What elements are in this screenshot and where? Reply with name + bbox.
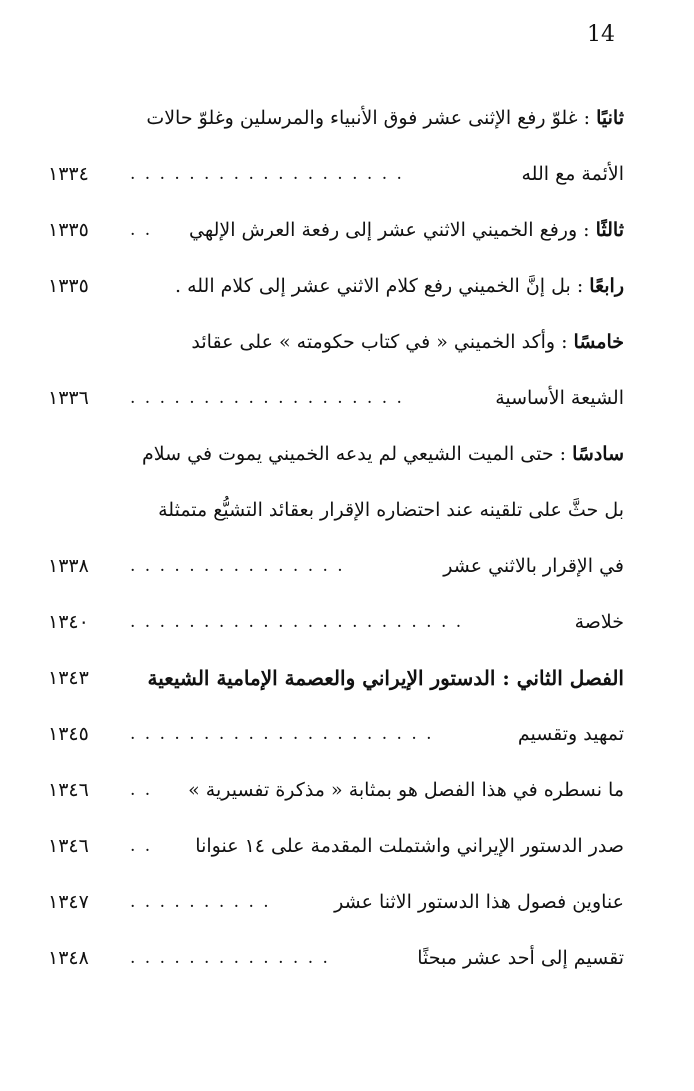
toc-entry-title	[191, 331, 624, 353]
toc-entry-tamhid	[40, 706, 624, 762]
toc-entry-title	[146, 107, 624, 129]
toc-leader-dots: . .	[130, 836, 153, 856]
toc-entry-taqsim	[40, 930, 624, 986]
toc-leader-dots: . . . . . . . . . . . . . . . . . . . . . . .	[130, 612, 464, 632]
toc-leader-dots: . . . . . . . . . . . . . . . . . . .	[130, 164, 404, 184]
toc-page-number: ١٣٤٥	[48, 723, 89, 745]
toc-entry-title	[575, 611, 624, 633]
toc-page-number: ١٣٣٨	[48, 555, 89, 577]
toc-entry-text: ما نسطره في هذا الفصل هو بمثابة « مذكرة تفسيرية »	[188, 779, 624, 801]
toc-page-number: ١٣٣٥	[48, 219, 89, 241]
toc-leader-dots: . . . . . . . . . .	[130, 892, 271, 912]
toc-entry-title	[495, 387, 624, 409]
toc-entry-sadisan	[40, 426, 624, 482]
toc-leader-dots: . .	[130, 220, 153, 240]
toc-page-number: ١٣٤٨	[48, 947, 89, 969]
toc-entry-thaniyan	[40, 90, 624, 146]
toc-entry-title	[334, 891, 624, 913]
toc-page-number: ١٣٤٣	[48, 667, 89, 689]
toc-entry-text: صدر الدستور الإيراني واشتملت المقدمة على ١٤ عنوانا	[195, 835, 624, 857]
toc-entry-khulasa	[40, 594, 624, 650]
toc-leader-dots: . . . . . . . . . . . . . . .	[130, 556, 345, 576]
toc-leader-dots: . . . . . . . . . . . . . . . . . . .	[130, 388, 404, 408]
toc-entry-mudhakkira	[40, 762, 624, 818]
toc-entry-text: الأئمة مع الله	[521, 163, 624, 185]
toc-page-number: ١٣٤٠	[48, 611, 89, 633]
toc-entry-title	[142, 443, 624, 465]
table-of-contents	[40, 90, 624, 986]
toc-entry-text: في الإقرار بالاثني عشر	[443, 555, 624, 577]
toc-leader-dots: . . . . . . . . . . . . . .	[130, 948, 330, 968]
toc-entry-talqin	[40, 482, 624, 538]
toc-page-number: ١٣٣٤	[48, 163, 89, 185]
toc-entry-lead: خامسًا	[573, 331, 624, 353]
toc-entry-text: : وأكد الخميني « في كتاب حكومته » على عقائد	[191, 331, 574, 353]
page-number: 14	[587, 22, 615, 47]
toc-entry-title	[522, 163, 625, 185]
toc-entry-title	[188, 779, 624, 801]
toc-entry-title	[189, 219, 624, 241]
toc-entry-text: بل حثَّ على تلقينه عند احتضاره الإقرار بعقائد التشيُّع متمثلة	[158, 499, 624, 521]
toc-entry-iqrar	[40, 538, 624, 594]
toc-entry-sadr-dustur	[40, 818, 624, 874]
toc-entry-text: عناوين فصول هذا الدستور الاثنا عشر	[334, 891, 624, 913]
toc-chapter-heading	[40, 650, 624, 706]
toc-entry-thalithan	[40, 202, 624, 258]
toc-entry-text: خلاصة	[574, 611, 624, 633]
toc-entry-lead: ثالثًا	[595, 219, 624, 241]
toc-entry-title	[158, 499, 624, 521]
toc-entry-shia-aqaid	[40, 370, 624, 426]
toc-entry-anawin	[40, 874, 624, 930]
toc-entry-title	[443, 555, 624, 577]
toc-entry-lead: سادسًا	[572, 443, 624, 465]
toc-entry-text: : حتى الميت الشيعي لم يدعه الخميني يموت في سلام	[142, 443, 573, 465]
toc-entry-lead: ثانيًا	[596, 107, 624, 129]
toc-entry-text: الشيعة الأساسية	[495, 387, 624, 409]
toc-page-number: ١٣٤٧	[48, 891, 89, 913]
toc-page-number: ١٣٤٦	[48, 835, 89, 857]
toc-entry-text: : بل إنَّ الخميني رفع كلام الاثني عشر إلى كلام الله .	[174, 275, 590, 297]
toc-entry-title	[175, 275, 624, 297]
toc-entry-title	[417, 947, 624, 969]
toc-entry-text: : ورفع الخميني الاثني عشر إلى رفعة العرش الإلهي	[189, 219, 596, 241]
toc-entry-rabiAn	[40, 258, 624, 314]
toc-entry-text: تمهيد وتقسيم	[517, 723, 624, 745]
toc-leader-dots: . . . . . . . . . . . . . . . . . . . . .	[130, 724, 434, 744]
toc-entry-title	[518, 723, 624, 745]
toc-entry-text: تقسيم إلى أحد عشر مبحثًا	[417, 947, 624, 969]
toc-chapter-title: الفصل الثاني : الدستور الإيراني والعصمة الإمامية الشيعية	[147, 666, 624, 690]
toc-leader-dots: . .	[130, 780, 153, 800]
toc-entry-text: : غلوّ رفع الإثنى عشر فوق الأنبياء والمرسلين وغلوّ حالات	[146, 107, 597, 129]
toc-entry-aimma	[40, 146, 624, 202]
toc-page-number: ١٣٤٦	[48, 779, 89, 801]
toc-page-number: ١٣٣٦	[48, 387, 89, 409]
toc-page-number: ١٣٣٥	[48, 275, 89, 297]
toc-entry-khamisan	[40, 314, 624, 370]
toc-entry-title	[195, 835, 624, 857]
toc-entry-title	[148, 666, 624, 690]
toc-entry-lead: رابعًا	[589, 275, 624, 297]
